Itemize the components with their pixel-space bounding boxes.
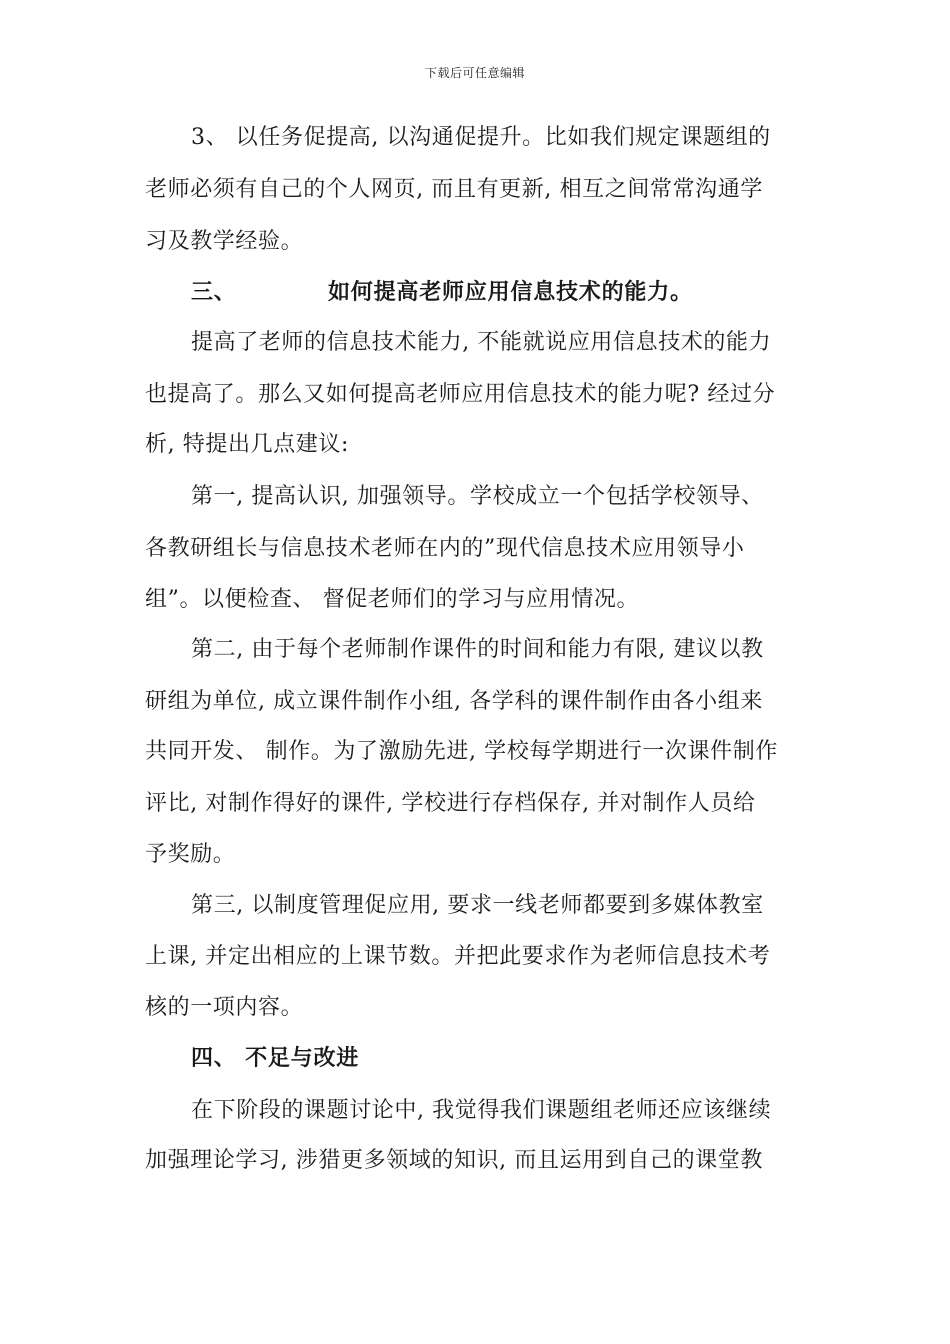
paragraph-line: 加强理论学习, 涉猎更多领域的知识, 而且运用到自己的课堂教 [145,1148,763,1173]
section-3-number: 三、 [191,280,237,305]
section-3-title: 如何提高老师应用信息技术的能力。 [328,280,693,305]
paragraph-line: 共同开发、 制作。为了激励先进, 学校每学期进行一次课件制作 [145,739,778,764]
section-4-title: 不足与改进 [245,1046,360,1071]
paragraph-line: 予奖励。 [145,842,236,867]
paragraph-line: 3、 以任务促提高, 以沟通促提升。比如我们规定课题组的 [191,125,771,150]
paragraph-line: 研组为单位, 成立课件制作小组, 各学科的课件制作由各小组来 [145,689,763,714]
section-4-number: 四、 [191,1046,237,1071]
paragraph-line: 老师必须有自己的个人网页, 而且有更新, 相互之间常常沟通学 [145,177,763,202]
paragraph-line: 第二, 由于每个老师制作课件的时间和能力有限, 建议以教 [191,637,764,662]
paragraph-line: 第三, 以制度管理促应用, 要求一线老师都要到多媒体教室 [191,893,764,918]
paragraph-line: 评比, 对制作得好的课件, 学校进行存档保存, 并对制作人员给 [145,791,756,816]
page-header: 下载后可任意编辑 [424,66,525,80]
paragraph-line: 提高了老师的信息技术能力, 不能就说应用信息技术的能力 [191,330,772,355]
paragraph-line: 析, 特提出几点建议: [145,432,349,457]
paragraph-line: 各教研组长与信息技术老师在内的”现代信息技术应用领导小 [145,536,745,561]
paragraph-line: 第一, 提高认识, 加强领导。学校成立一个包括学校领导、 [191,484,764,509]
paragraph-line: 习及教学经验。 [145,229,304,254]
paragraph-line: 上课, 并定出相应的上课节数。并把此要求作为老师信息技术考 [145,944,771,969]
paragraph-line: 核的一项内容。 [145,995,304,1020]
paragraph-line: 也提高了。那么又如何提高老师应用信息技术的能力呢? 经过分 [145,382,776,407]
section-4-heading [191,1045,359,1073]
paragraph-line: 在下阶段的课题讨论中, 我觉得我们课题组老师还应该继续 [191,1098,772,1123]
paragraph-line: 组”。以便检查、 督促老师们的学习与应用情况。 [145,587,640,612]
